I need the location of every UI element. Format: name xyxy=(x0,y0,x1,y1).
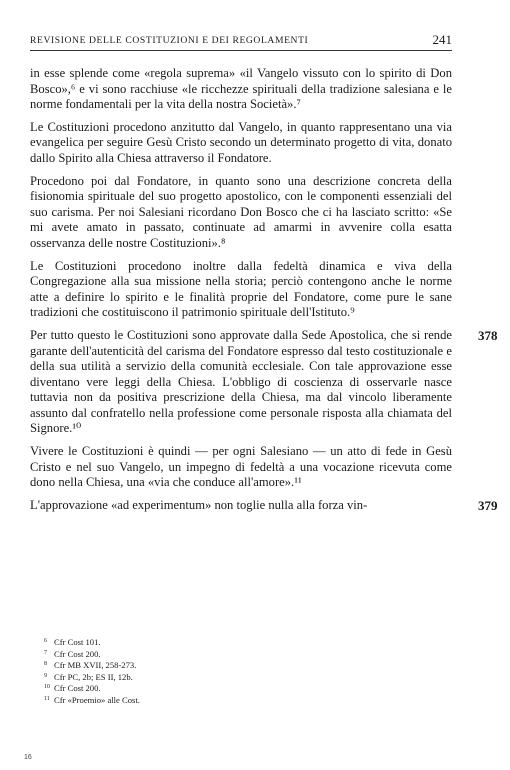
footnote-number: 11 xyxy=(44,695,50,702)
signature-mark: 16 xyxy=(24,754,32,761)
footnote xyxy=(44,671,344,683)
running-header xyxy=(30,32,452,51)
paragraph xyxy=(30,497,498,514)
paragraph-text: Le Costituzioni procedono anzitutto dal Vangelo, in quanto rappresentano una via evangelica per seguire Gesù Cristo secondo un determinato progetto di vita, donato dallo Spirito alla Chiesa attraverso il Fondatore. xyxy=(30,119,452,165)
footnote-text: Cfr Cost 200. xyxy=(54,648,101,659)
paragraph xyxy=(30,259,452,321)
paragraph xyxy=(30,120,452,167)
paragraph-text: Le Costituzioni procedono inoltre dalla fedeltà dinamica e viva della Congregazione alla sua missione nella storia; perciò contengono anche le norme atte a definire lo spirito e le finalità proprie del Fondatore, come pure le sane tradizioni che costituiscono il patrimonio spirituale dell'Istituto.⁹ xyxy=(30,258,452,320)
footnote-text: Cfr Cost 200. xyxy=(54,683,101,693)
footnote xyxy=(44,694,344,706)
footnote-text: Cfr PC, 2b; ES II, 12b. xyxy=(54,671,133,682)
paragraph xyxy=(30,444,452,491)
footnote-number: 6 xyxy=(44,638,47,644)
footnote-text: Cfr Cost 101. xyxy=(54,637,101,647)
footnote-number: 7 xyxy=(44,649,47,656)
paragraph-text: L'approvazione «ad experimentum» non toglie nulla alla forza vin- xyxy=(30,497,368,512)
margin-number: 379 xyxy=(478,497,498,513)
footnote-number: 10 xyxy=(44,684,50,690)
running-title: REVISIONE DELLE COSTITUZIONI E DEI REGOLAMENTI xyxy=(30,35,309,46)
footnote-number: 9 xyxy=(44,672,47,679)
footnote-text: Cfr MB XVII, 258-273. xyxy=(54,660,137,670)
margin-number: 378 xyxy=(478,327,498,343)
footnote xyxy=(44,682,344,694)
paragraph xyxy=(30,66,452,113)
footnote-text: Cfr «Proemio» alle Cost. xyxy=(54,694,140,705)
paragraph-text: Procedono poi dal Fondatore, in quanto sono una descrizione concreta della fisionomia spirituale del suo progetto apostolico, con le componenti essenziali del suo carisma. Per noi Salesiani ricordano Don Bosco che ci ha lasciato scritto: «Se mi avete amato in passato, continuate ad amarmi in avvenire colla esatta osservanza delle nostre Costituzioni».⁸ xyxy=(30,173,452,250)
footnote xyxy=(44,648,344,660)
paragraph-text: Per tutto questo le Costituzioni sono approvate dalla Sede Apostolica, che si rende garante dell'autenticità del carisma del Fondatore espresso dal testo costituzionale e della sua utilità a servizio della comunità ecclesiale. Con tale approvazione esse diventano vere leggi della Chiesa. L'obbligo di coscienza di osservarle nasce tuttavia non da positiva prescrizione della Chiesa, ma dal vincolo liberamente assunto dal confratello nella professione come personale risposta alla chiamata del Signore.¹⁰ xyxy=(30,327,452,436)
page-number: 241 xyxy=(432,32,452,47)
paragraph-text: Vivere le Costituzioni è quindi — per ogni Salesiano — un atto di fede in Gesù Cristo e nel suo Vangelo, un impegno di fedeltà a una vocazione ricevuta come dono nella Chiesa, una «via che conduce all'amore».¹¹ xyxy=(30,444,452,490)
paragraph-text: in esse splende come «regola suprema» «il Vangelo vissuto con lo spirito di Don Bosco»,⁶ e vi sono racchiuse «le ricchezze spirituali della tradizione salesiana e le norme fondamentali per la vita della nostra Società».⁷ xyxy=(30,66,452,112)
footnote xyxy=(44,659,344,671)
footnote-number: 8 xyxy=(44,661,47,667)
body-text xyxy=(30,66,498,513)
paragraph xyxy=(30,174,452,252)
footnote xyxy=(44,636,344,648)
footnotes xyxy=(44,636,344,705)
paragraph xyxy=(30,327,498,437)
